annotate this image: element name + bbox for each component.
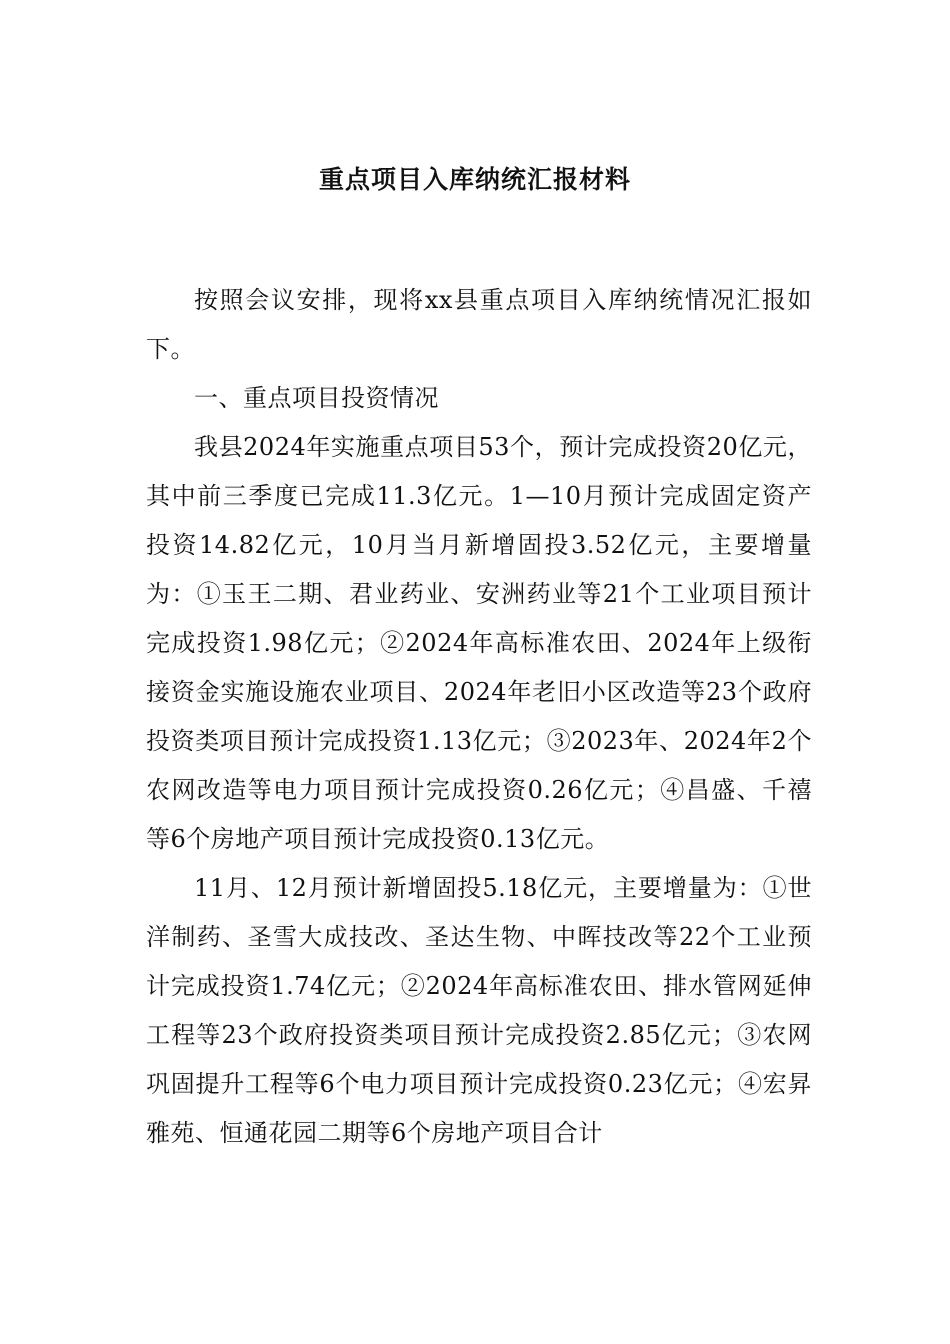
document-body <box>146 276 812 1158</box>
paragraph-intro: 按照会议安排，现将xx县重点项目入库纳统情况汇报如下。 <box>146 286 812 363</box>
section-heading: 一、重点项目投资情况 <box>194 384 439 412</box>
paragraph-investment: 我县2024年实施重点项目53个，预计完成投资20亿元，其中前三季度已完成11.3亿元。1—10月预计完成固定资产投资14.82亿元，10月当月新增固投3.52亿元，主要增量为：①玉王二期、君业药业、安洲药业等21个工业项目预计完成投资1.98亿元；②2024年高标准农田、2024年上级衔接资金实施设施农业项目、2024年老旧小区改造等23个政府投资类项目预计完成投资1.13亿元；③2023年、2024年2个农网改造等电力项目预计完成投资0.26亿元；④昌盛、千禧等6个房地产项目预计完成投资0.13亿元。 <box>146 433 812 853</box>
paragraph-forecast: 11月、12月预计新增固投5.18亿元，主要增量为：①世洋制药、圣雪大成技改、圣达生物、中晖技改等22个工业预计完成投资1.74亿元；②2024年高标准农田、排水管网延伸工程等23个政府投资类项目预计完成投资2.85亿元；③农网巩固提升工程等6个电力项目预计完成投资0.23亿元；④宏昇雅苑、恒通花园二期等6个房地产项目合计 <box>146 874 812 1147</box>
document-title: 重点项目入库纳统汇报材料 <box>318 165 631 194</box>
